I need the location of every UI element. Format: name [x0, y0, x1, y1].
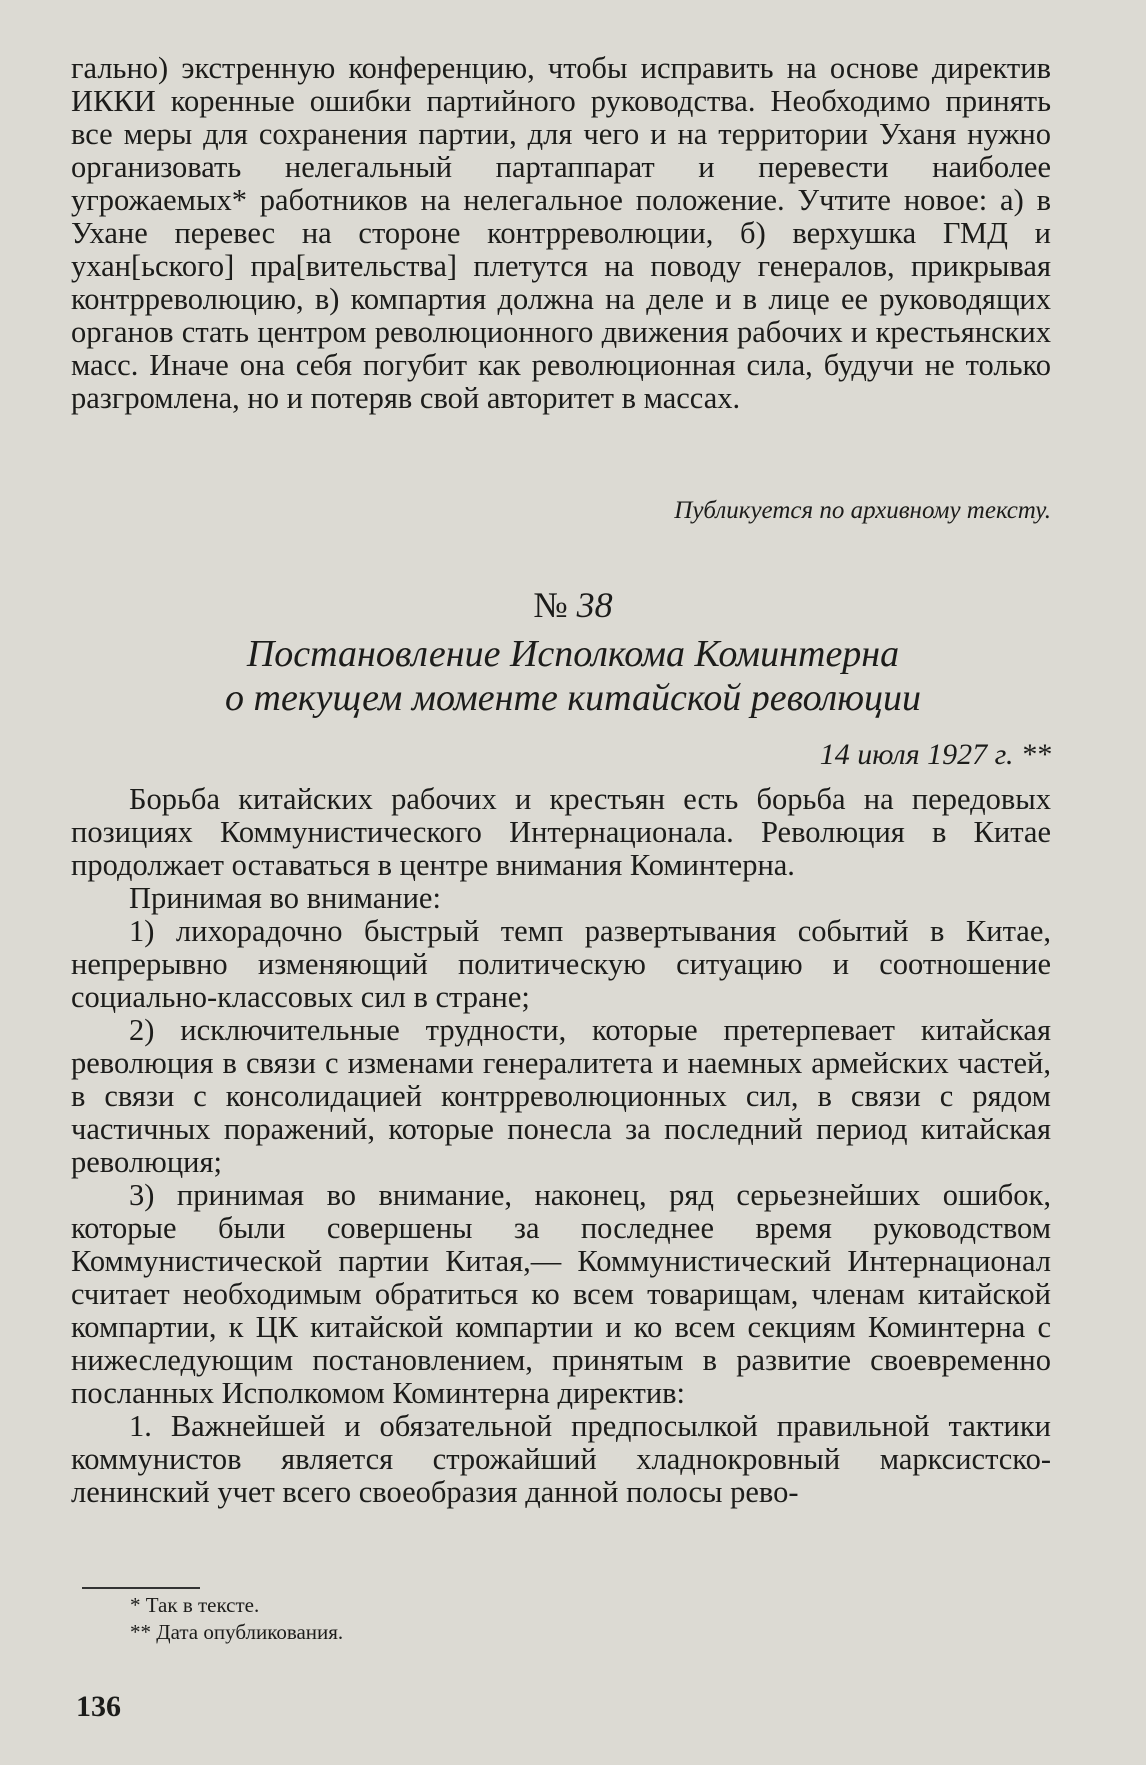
- page-number: 136: [76, 1690, 121, 1723]
- source-note: Публикуется по архивному тексту.: [674, 497, 1051, 524]
- document-number: [0, 585, 1146, 625]
- document-title: [0, 632, 1146, 720]
- number-value: 38: [576, 585, 613, 625]
- number-sign: №: [533, 585, 568, 625]
- footnote-2: ** Дата опубликования.: [130, 1620, 344, 1644]
- paragraph-1: Борьба китайских рабочих и крестьян есть борьба на передовых позициях Коммунистического Интернационала. Революция в Китае продолжает оставаться в центре внимания Коминтерна.: [71, 782, 1051, 882]
- paragraph-4: 2) исключительные трудности, которые претерпевает китайская революция в связи с изменами генералитета и наемных армейских частей, в связи с консолидацией контрреволюционных сил, в связи с рядом частичных поражений, которые понесла за последний период китайская революция;: [71, 1013, 1051, 1179]
- paragraph-5: 3) принимая во внимание, наконец, ряд серьезнейших ошибок, которые были совершены за последнее время руководством Коммунистической партии Китая,— Коммунистический Интернационал считает необходимым обратиться ко всем товарищам, членам китайской компартии, к ЦК китайской компартии и ко всем секциям Коминтерна с нижеследующим постановлением, принятым в развитие своевременно посланных Исполкомом Коминтерна директив:: [71, 1178, 1051, 1410]
- document-title-line2: о текущем моменте китайской революции: [225, 677, 921, 719]
- resolution-body: [71, 783, 1051, 1509]
- document-date: 14 июля 1927 г. **: [819, 738, 1051, 771]
- footnote-1: * Так в тексте.: [130, 1593, 260, 1617]
- footnotes: [130, 1592, 343, 1646]
- footnote-divider: [82, 1587, 200, 1589]
- document-title-line1: Постановление Исполкома Коминтерна: [246, 633, 900, 675]
- continued-paragraph: гально) экстренную конференцию, чтобы исправить на основе директив ИККИ коренные ошибки партийного руководства. Необходимо принять все меры для сохранения партии, для чего и на территории Уханя нужно организовать нелегальный партаппарат и перевести наиболее угрожаемых* работников на нелегальное положение. Учтите новое: а) в Ухане перевес на стороне контрреволюции, б) верхушка ГМД и ухан[ьского] пра[вительства] плетутся на поводу генералов, прикрывая контрреволюцию, в) компартия должна на деле и в лице ее руководящих органов стать центром революционного движения рабочих и крестьянских масс. Иначе она себя погубит как революционная сила, будучи не только разгромлена, но и потеряв свой авторитет в массах.: [71, 51, 1051, 415]
- paragraph-3: 1) лихорадочно быстрый темп развертывания событий в Китае, непрерывно изменяющий политическую ситуацию и соотношение социально-классовых сил в стране;: [71, 914, 1051, 1014]
- paragraph-2: Принимая во внимание:: [129, 881, 441, 915]
- paragraph-6: 1. Важнейшей и обязательной предпосылкой правильной тактики коммунистов является строжайший хладнокровный марксистско-ленинский учет всего своеобразия данной полосы рево-: [71, 1409, 1051, 1509]
- continued-text-block: [71, 52, 1051, 415]
